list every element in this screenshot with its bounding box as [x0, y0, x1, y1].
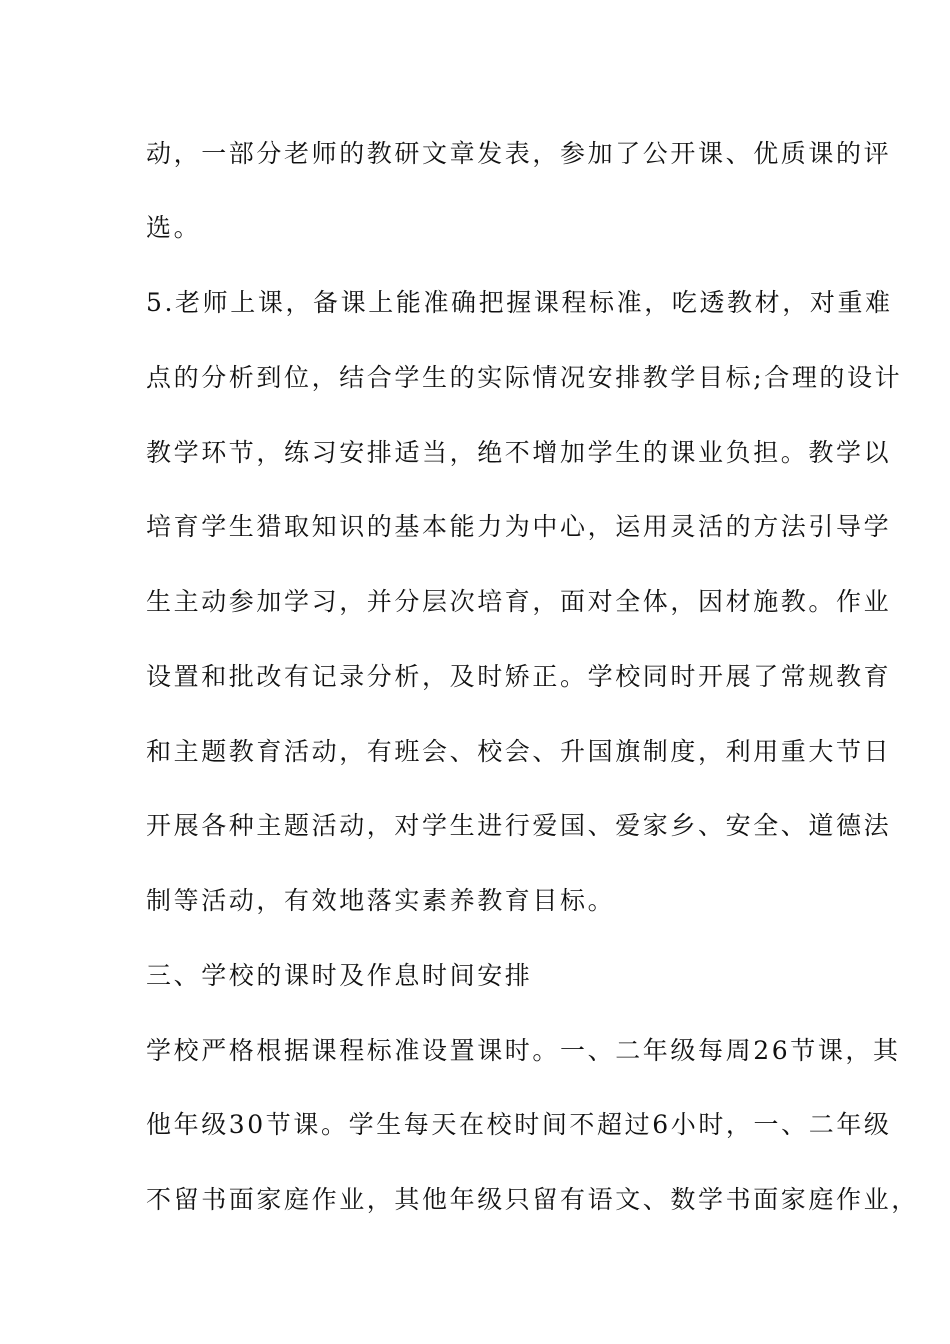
text-line: 开展各种主题活动，对学生进行爱国、爱家乡、安全、道德法 [146, 811, 892, 840]
text-line: 培育学生猎取知识的基本能力为中心，运用灵活的方法引导学 [146, 512, 892, 541]
section-heading: 三、学校的课时及作息时间安排 [146, 961, 533, 990]
text-line: 5.老师上课，备课上能准确把握课程标准，吃透教材，对重难 [146, 288, 893, 317]
text-line: 教学环节，练习安排适当，绝不增加学生的课业负担。教学以 [146, 438, 892, 467]
text-line: 选。 [146, 213, 202, 242]
text-line: 和主题教育活动，有班会、校会、升国旗制度，利用重大节日 [146, 737, 892, 766]
text-line: 不留书面家庭作业，其他年级只留有语文、数学书面家庭作业， [146, 1185, 919, 1214]
text-line: 点的分析到位，结合学生的实际情况安排教学目标;合理的设计 [146, 363, 903, 392]
text-line: 动，一部分老师的教研文章发表，参加了公开课、优质课的评 [146, 139, 892, 168]
text-line: 学校严格根据课程标准设置课时。一、二年级每周26节课，其 [146, 1036, 901, 1065]
text-line: 设置和批改有记录分析，及时矫正。学校同时开展了常规教育 [146, 662, 892, 691]
text-line: 制等活动，有效地落实素养教育目标。 [146, 886, 616, 915]
text-line: 生主动参加学习，并分层次培育，面对全体，因材施教。作业 [146, 587, 892, 616]
text-line: 他年级30节课。学生每天在校时间不超过6小时，一、二年级 [146, 1110, 892, 1139]
